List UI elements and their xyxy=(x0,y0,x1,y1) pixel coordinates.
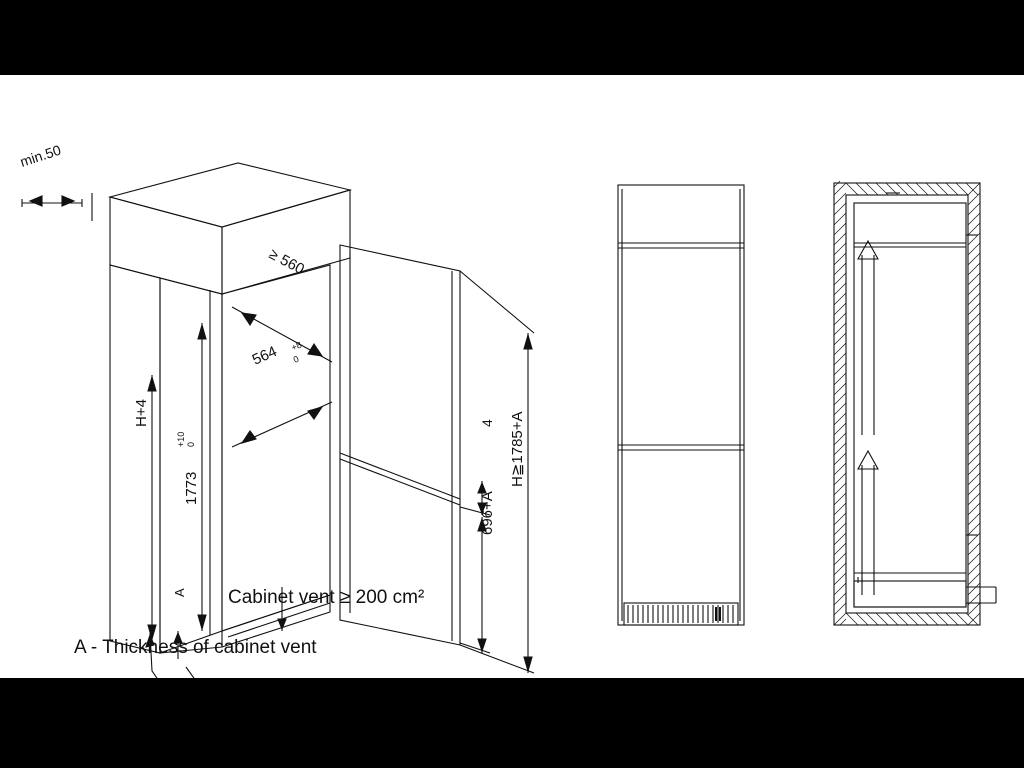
dim-1773-text: 1773 xyxy=(183,471,200,505)
dim-h4-text: H+4 xyxy=(133,399,150,427)
dim-696-text: 696+A xyxy=(479,491,496,535)
vent-caption-arrow xyxy=(278,619,286,629)
min50-arrow-left xyxy=(30,196,42,206)
dim-1773-arrow-bottom xyxy=(198,615,206,629)
dim-564-arrow-a xyxy=(242,431,256,443)
thickness-note-caption: A - Thickness of cabinet vent xyxy=(74,637,317,658)
door-split-line xyxy=(340,453,460,499)
dim-560-arrow-a xyxy=(242,313,256,325)
section-hatching xyxy=(834,181,980,625)
airflow-arrow-upper xyxy=(858,241,878,259)
cabinet-top-front xyxy=(222,190,350,294)
dim-564-tol-lower: 0 xyxy=(291,353,301,365)
min50-arrow-right xyxy=(62,196,74,206)
dim-1773-tol-lower: 0 xyxy=(186,441,196,447)
section-view xyxy=(834,181,996,625)
dim-a-leader xyxy=(186,667,196,678)
niche-back-panel xyxy=(222,265,330,631)
dim-564-tol-upper: +8 xyxy=(289,339,304,353)
front-elevation-view xyxy=(618,185,744,625)
door-panel-outer xyxy=(340,245,460,645)
dim-total-arrow-bottom xyxy=(524,657,532,671)
front-outline xyxy=(618,185,744,625)
grille-slats xyxy=(628,605,733,623)
dim-h4-arrow-top xyxy=(148,377,156,391)
drawing-canvas xyxy=(0,75,1024,678)
section-inner-wall xyxy=(846,195,968,613)
section-base xyxy=(854,581,966,607)
dim-1773-tol-upper: +10 xyxy=(176,431,186,447)
dim-total-text: H≧1785+A xyxy=(509,411,526,487)
dim-1773-arrow-top xyxy=(198,325,206,339)
dim-564-text: 564 xyxy=(249,342,280,369)
section-outer-wall xyxy=(834,183,980,625)
dim-a-text: A xyxy=(172,588,187,597)
cabinet-top-face xyxy=(110,163,350,227)
dim-560-text: ≥ 560 xyxy=(266,245,308,279)
dim-4-text: 4 xyxy=(479,419,495,427)
dim-total-arrow-top xyxy=(524,335,532,349)
section-appliance-body xyxy=(854,203,966,607)
cabinet-left-panel xyxy=(160,278,222,653)
dim-total-ext-top xyxy=(460,271,534,333)
dim-total-ext-bottom xyxy=(460,645,534,673)
dim-560-arrow-b xyxy=(308,344,322,356)
door-split-line-2 xyxy=(340,459,460,505)
cabinet-vent-caption: Cabinet vent ≥ 200 cm² xyxy=(228,587,425,608)
technical-drawing-sheet xyxy=(0,75,1024,678)
dim-564-arrow-b xyxy=(308,407,322,419)
dim-696-ext-bottom xyxy=(460,643,490,653)
dim-min50-text: min.50 xyxy=(17,141,63,170)
airflow-arrow-lower xyxy=(858,451,878,469)
